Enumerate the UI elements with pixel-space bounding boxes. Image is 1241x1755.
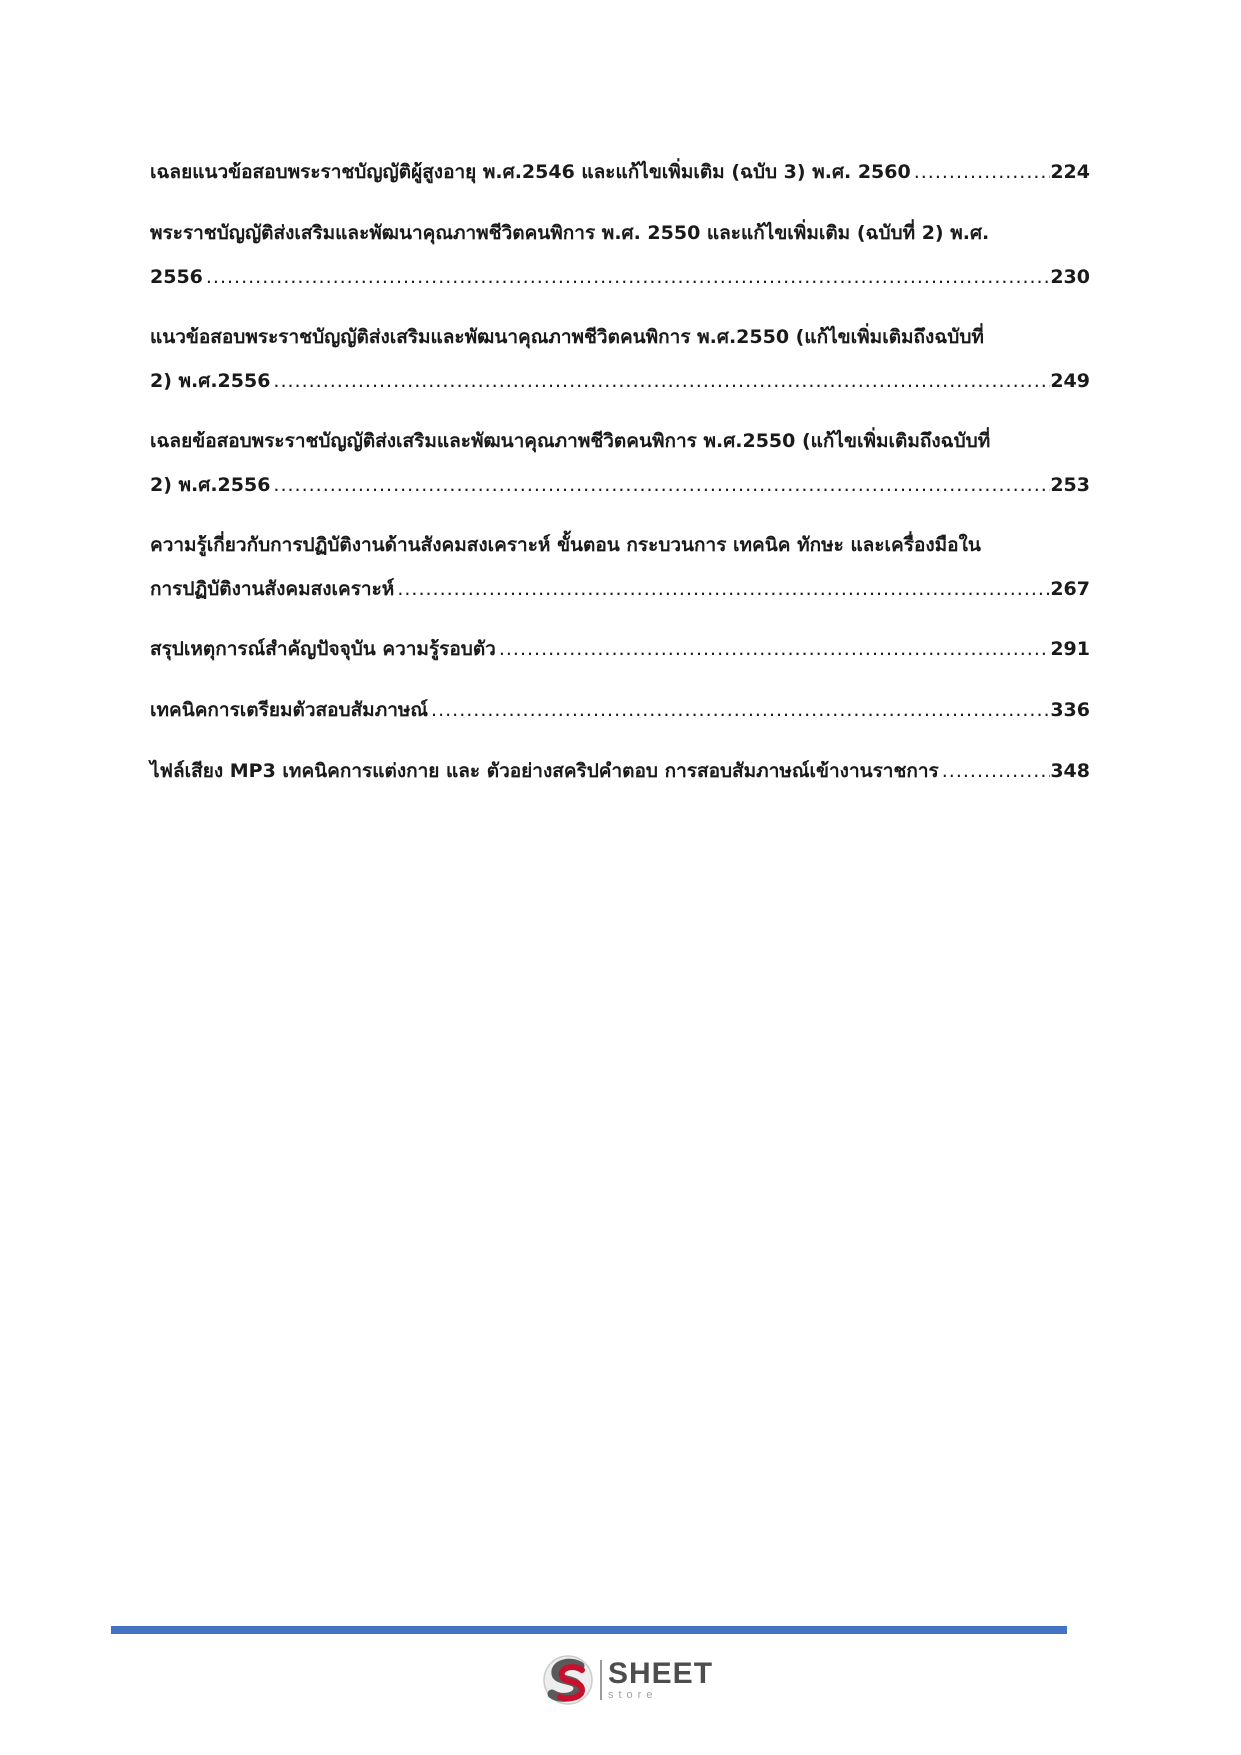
toc-entry-line xyxy=(150,627,1090,671)
toc-entry-title: สรุปเหตุการณ์สำคัญปัจจุบัน ความรู้รอบตัว xyxy=(150,638,496,660)
toc-entry-line xyxy=(150,749,1090,793)
toc-entry[interactable] xyxy=(150,627,1090,671)
toc-page-number: 348 xyxy=(1050,760,1090,782)
dot-leader xyxy=(394,567,1050,611)
toc-entry[interactable] xyxy=(150,419,1090,507)
dot-leader xyxy=(496,627,1050,671)
toc-entry-title-line1: ความรู้เกี่ยวกับการปฏิบัติงานด้านสังคมสงเคราะห์ ขั้นตอน กระบวนการ เทคนิค ทักษะ และเครื่องมือใน xyxy=(150,534,981,556)
dot-leader xyxy=(939,749,1051,793)
toc-entry-line xyxy=(150,567,1090,611)
toc-entry-title-line2: การปฏิบัติงานสังคมสงเคราะห์ xyxy=(150,578,395,600)
dot-leader xyxy=(911,150,1051,194)
toc-entry[interactable] xyxy=(150,688,1090,732)
toc-page-number: 230 xyxy=(1050,266,1090,288)
toc-page-number: 336 xyxy=(1050,699,1090,721)
dot-leader xyxy=(270,463,1050,507)
toc-entry[interactable] xyxy=(150,749,1090,793)
dot-leader xyxy=(203,255,1050,299)
toc-entry[interactable] xyxy=(150,315,1090,403)
toc-entry-title: เทคนิคการเตรียมตัวสอบสัมภาษณ์ xyxy=(150,699,429,721)
toc-entry-title: ไฟล์เสียง MP3 เทคนิคการแต่งกาย และ ตัวอย่างสคริปคำตอบ การสอบสัมภาษณ์เข้างานราชการ xyxy=(150,760,939,782)
logo-divider xyxy=(600,1660,602,1700)
toc-entry-title-line2: 2556 xyxy=(150,266,203,288)
toc-entry-line xyxy=(150,255,1090,299)
toc-entry-title: เฉลยแนวข้อสอบพระราชบัญญัติผู้สูงอายุ พ.ศ.2546 และแก้ไขเพิ่มเติม (ฉบับ 3) พ.ศ. 2560 xyxy=(150,161,911,183)
toc-page-number: 253 xyxy=(1050,474,1090,496)
toc-entry-line xyxy=(150,150,1090,194)
dot-leader xyxy=(270,359,1050,403)
toc-entry-line xyxy=(150,359,1090,403)
toc-entry-line xyxy=(150,463,1090,507)
toc-entry-title-line1: พระราชบัญญัติส่งเสริมและพัฒนาคุณภาพชีวิตคนพิการ พ.ศ. 2550 และแก้ไขเพิ่มเติม (ฉบับที่ 2) พ.ศ. xyxy=(150,222,990,244)
toc-page-number: 267 xyxy=(1050,578,1090,600)
toc-entry[interactable] xyxy=(150,211,1090,299)
toc-page-number: 224 xyxy=(1050,161,1090,183)
toc-entry-title-line2: 2) พ.ศ.2556 xyxy=(150,474,271,496)
toc-entry[interactable] xyxy=(150,523,1090,611)
table-of-contents xyxy=(150,150,1090,810)
sheet-store-s-icon xyxy=(540,1652,596,1708)
toc-entry[interactable] xyxy=(150,150,1090,194)
toc-entry-title-line1: แนวข้อสอบพระราชบัญญัติส่งเสริมและพัฒนาคุณภาพชีวิตคนพิการ พ.ศ.2550 (แก้ไขเพิ่มเติมถึงฉบับที่ xyxy=(150,326,984,348)
toc-entry-line xyxy=(150,688,1090,732)
logo-text: SHEET xyxy=(608,1657,714,1690)
toc-page-number: 249 xyxy=(1050,370,1090,392)
toc-page-number: 291 xyxy=(1050,638,1090,660)
toc-entry-title-line2: 2) พ.ศ.2556 xyxy=(150,370,271,392)
toc-entry-title-line1: เฉลยข้อสอบพระราชบัญญัติส่งเสริมและพัฒนาคุณภาพชีวิตคนพิการ พ.ศ.2550 (แก้ไขเพิ่มเติมถึงฉบับที่ xyxy=(150,430,991,452)
dot-leader xyxy=(428,688,1050,732)
logo-wordmark xyxy=(608,1659,713,1701)
sheet-store-logo xyxy=(540,1652,713,1708)
logo-subtext: store xyxy=(608,1689,658,1701)
footer-divider xyxy=(111,1626,1067,1634)
